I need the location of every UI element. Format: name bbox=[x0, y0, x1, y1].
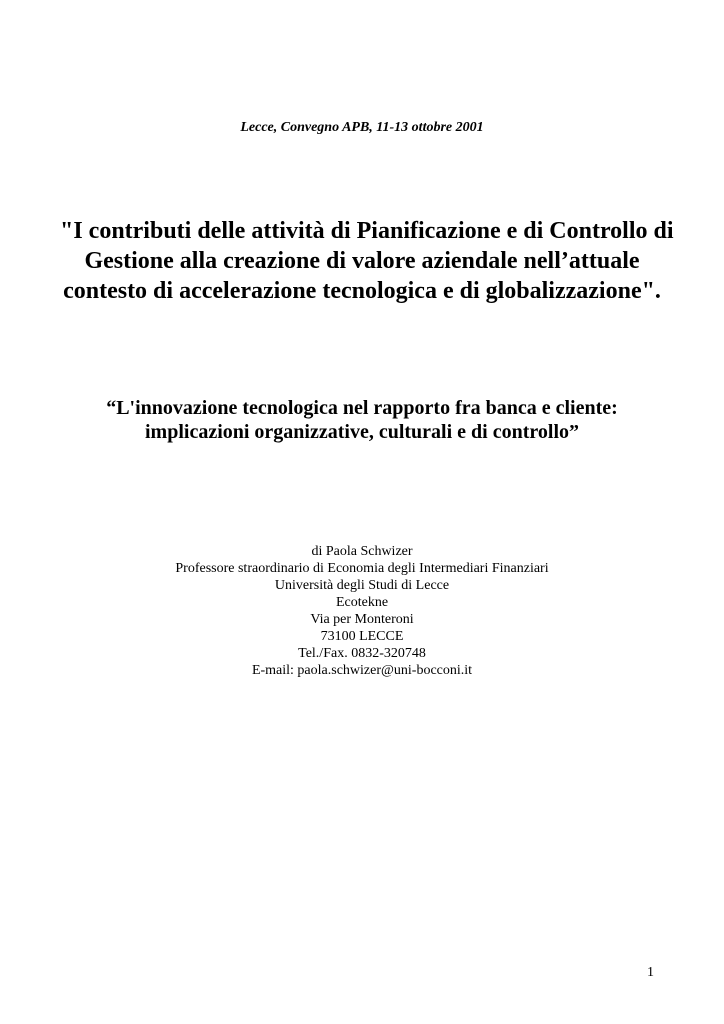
main-title-line: contesto di accelerazione tecnologica e di globalizzazione". bbox=[63, 278, 661, 304]
subtitle-line: implicazioni organizzative, culturali e di controllo” bbox=[144, 421, 580, 443]
main-title-line: "I contributi delle attività di Pianificazione e di Controllo di bbox=[60, 218, 674, 244]
main-title-line: Gestione alla creazione di valore aziendale nell’attuale bbox=[84, 248, 640, 274]
author-university: Università degli Studi di Lecce bbox=[274, 578, 450, 593]
author-street: Via per Monteroni bbox=[310, 612, 414, 627]
main-title bbox=[60, 216, 674, 306]
subtitle bbox=[60, 396, 664, 444]
author-phone: Tel./Fax. 0832-320748 bbox=[298, 646, 426, 661]
author-email: E-mail: paola.schwizer@uni-bocconi.it bbox=[251, 663, 473, 678]
author-city: 73100 LECCE bbox=[320, 629, 404, 644]
author-block bbox=[0, 543, 724, 679]
page-number: 1 bbox=[647, 965, 654, 980]
author-position: Professore straordinario di Economia degli Intermediari Finanziari bbox=[175, 561, 549, 576]
conference-line: Lecce, Convegno APB, 11-13 ottobre 2001 bbox=[240, 120, 484, 135]
author-campus: Ecotekne bbox=[335, 595, 389, 610]
author-byline: di Paola Schwizer bbox=[311, 544, 413, 559]
subtitle-line: “L'innovazione tecnologica nel rapporto fra banca e cliente: bbox=[106, 397, 618, 419]
